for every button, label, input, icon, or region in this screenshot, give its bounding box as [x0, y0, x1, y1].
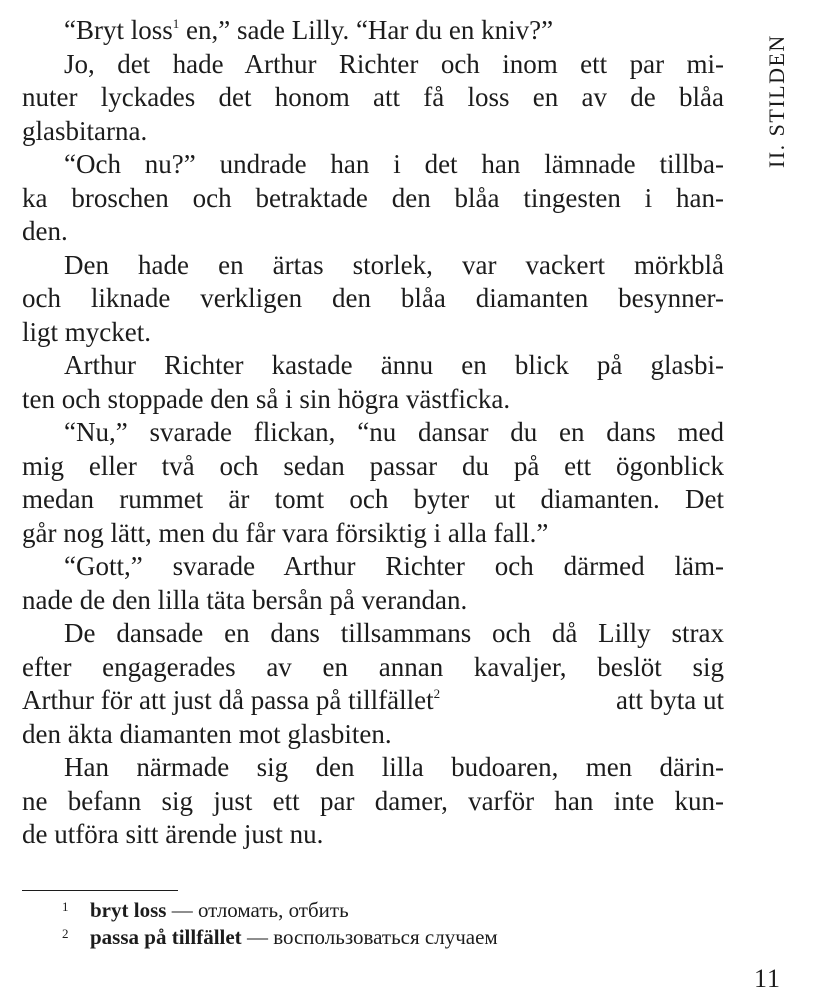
text-line: Arthur Richter kastade ännu en blick på glasbi-: [64, 350, 724, 380]
page-number: 11: [754, 964, 782, 993]
text-line: Han närmade sig den lilla budoaren, men därin-: [64, 752, 724, 782]
footnote-definition: — отломать, отбить: [166, 898, 349, 922]
text-line: de utföra sitt ärende just nu.: [22, 819, 324, 849]
text-line: “Nu,” svarade flickan, “nu dansar du en dans med: [64, 417, 724, 447]
footnote-number: 1: [62, 899, 69, 914]
text-line: den äkta diamanten mot glasbiten.: [22, 718, 392, 749]
footnote-ref: 1: [172, 16, 180, 31]
footnote-number: 2: [62, 926, 69, 941]
footnote-ref: 2: [433, 686, 441, 701]
footnote-term: passa på tillfället: [90, 925, 242, 949]
text-line: efter engagerades av en annan kavaljer, beslöt sig: [22, 651, 724, 682]
text-line: De dansade en dans tillsammans och då Lilly strax: [64, 618, 724, 648]
text-line: Den hade en ärtas storlek, var vackert mörkblå: [64, 249, 724, 280]
text-line: går nog lätt, men du får vara försiktig i alla fall.”: [22, 517, 549, 548]
text-line: “Och nu?” undrade han i det han lämnade tillba-: [64, 149, 724, 179]
text-line: ka broschen och betraktade den blåa tingesten i han-: [22, 182, 724, 213]
footnote-2: [62, 924, 498, 951]
text-line: ne befann sig just ett par damer, varför han inte kun-: [22, 785, 724, 816]
footnotes: [62, 897, 498, 951]
text-line: nade de den lilla täta bersån på verandan.: [22, 584, 468, 615]
text-line: Arthur för att just då passa på tillfället$^2$ att byta ut: [22, 685, 724, 715]
footnote-definition: — воспользоваться случаем: [241, 925, 498, 949]
text-line: ligt mycket.: [22, 316, 151, 347]
footnote-term: bryt loss: [90, 898, 167, 922]
text-line: och liknade verkligen den blåa diamanten besynner-: [22, 283, 724, 313]
text-line: ten och stoppade den så i sin högra västficka.: [22, 383, 511, 414]
text-line: den.: [22, 216, 68, 246]
text-line: “Gott,” svarade Arthur Richter och därmed läm-: [64, 551, 724, 581]
text-line: medan rummet är tomt och byter ut diamanten. Det: [22, 484, 724, 514]
text-line: “Bryt loss$^1$ en,” sade Lilly. “Har du en kniv?”: [64, 15, 554, 45]
text-line: Jo, det hade Arthur Richter och inom ett par mi-: [64, 48, 724, 79]
text-line: mig eller två och sedan passar du på ett ögonblick: [22, 450, 724, 481]
running-head: [744, 28, 814, 178]
footnote-divider: [22, 890, 178, 891]
running-head-text: II. STILDEN: [764, 34, 789, 168]
text-line: nuter lyckades det honom att få loss en av de blåa: [22, 82, 724, 112]
footnote-1: [62, 897, 498, 924]
body-text: [22, 14, 724, 852]
text-line: glasbitarna.: [22, 115, 148, 146]
